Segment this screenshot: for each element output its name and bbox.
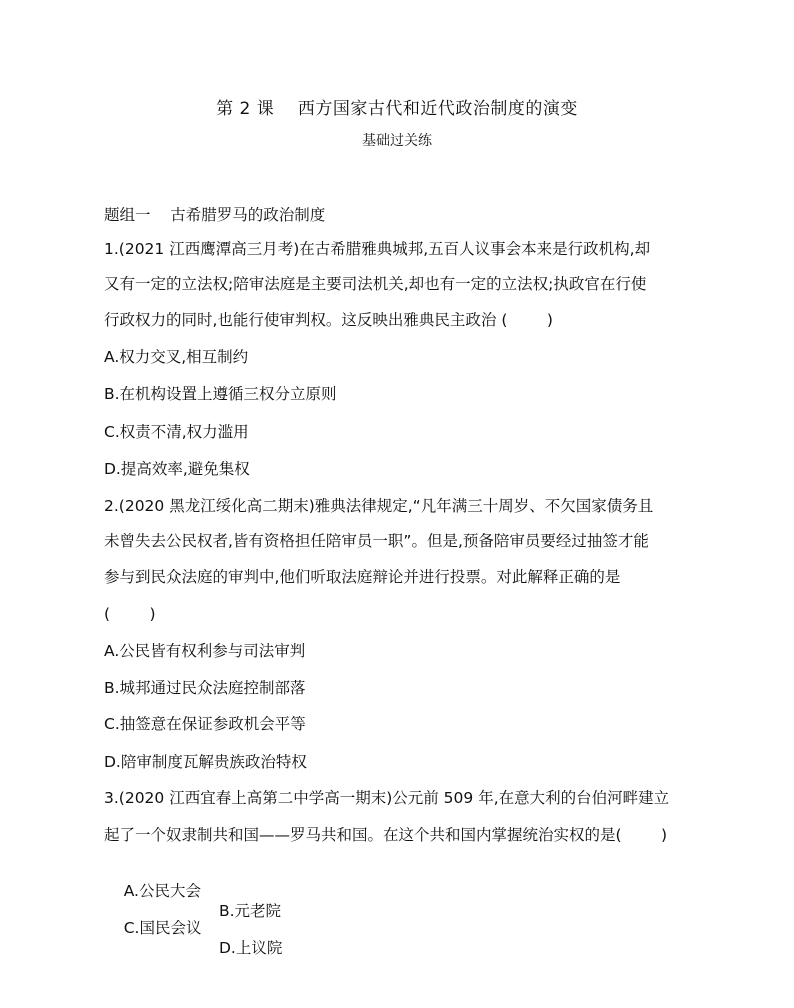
q1-stem-line-2: 又有一定的立法权;陪审法庭是主要司法机关,却也有一定的立法权;执政官在行使 xyxy=(104,275,647,293)
q3-option-c: C.国民会议 xyxy=(123,919,202,937)
q1-option-a: A.权力交叉,相互制约 xyxy=(104,348,249,366)
q2-option-a: A.公民皆有权利参与司法审判 xyxy=(104,642,306,660)
q2-option-c: C.抽签意在保证参政机会平等 xyxy=(104,715,306,733)
q3-option-a: A.公民大会 xyxy=(123,882,201,900)
q1-option-d: D.提高效率,避免集权 xyxy=(104,460,250,478)
q1-option-b: B.在机构设置上遵循三权分立原则 xyxy=(104,385,337,403)
q2-option-b: B.城邦通过民众法庭控制部落 xyxy=(104,679,306,697)
q2-stem-line-4: ( ) xyxy=(104,605,156,623)
q2-stem-line-3: 参与到民众法庭的审判中,他们听取法庭辩论并进行投票。对此解释正确的是 xyxy=(104,568,621,586)
question-group-label: 题组一 古希腊罗马的政治制度 xyxy=(104,206,326,224)
q3-stem-line-1: 3.(2020 江西宜春上高第二中学高一期末)公元前 509 年,在意大利的台伯河畔建立 xyxy=(104,789,670,807)
q1-option-c: C.权责不清,权力滥用 xyxy=(104,423,249,441)
section-subtitle: 基础过关练 xyxy=(362,133,432,149)
lesson-title: 第 2 课 西方国家古代和近代政治制度的演变 xyxy=(216,99,578,119)
q2-stem-line-1: 2.(2020 黑龙江绥化高二期末)雅典法律规定,“凡年满三十周岁、不欠国家债务且 xyxy=(104,497,654,515)
q3-stem-line-2: 起了一个奴隶制共和国——罗马共和国。在这个共和国内掌握统治实权的是( ) xyxy=(104,826,668,844)
q3-option-b: B.元老院 xyxy=(219,902,282,920)
q2-stem-line-2: 未曾失去公民权者,皆有资格担任陪审员一职”。但是,预备陪审员要经过抽签才能 xyxy=(104,532,649,550)
q1-stem-line-1: 1.(2021 江西鹰潭高三月考)在古希腊雅典城邦,五百人议事会本来是行政机构,却 xyxy=(104,240,651,258)
q3-option-d: D.上议院 xyxy=(219,939,283,957)
q2-option-d: D.陪审制度瓦解贵族政治特权 xyxy=(104,753,307,771)
q1-stem-line-3: 行政权力的同时,也能行使审判权。这反映出雅典民主政治 ( ) xyxy=(104,311,553,329)
